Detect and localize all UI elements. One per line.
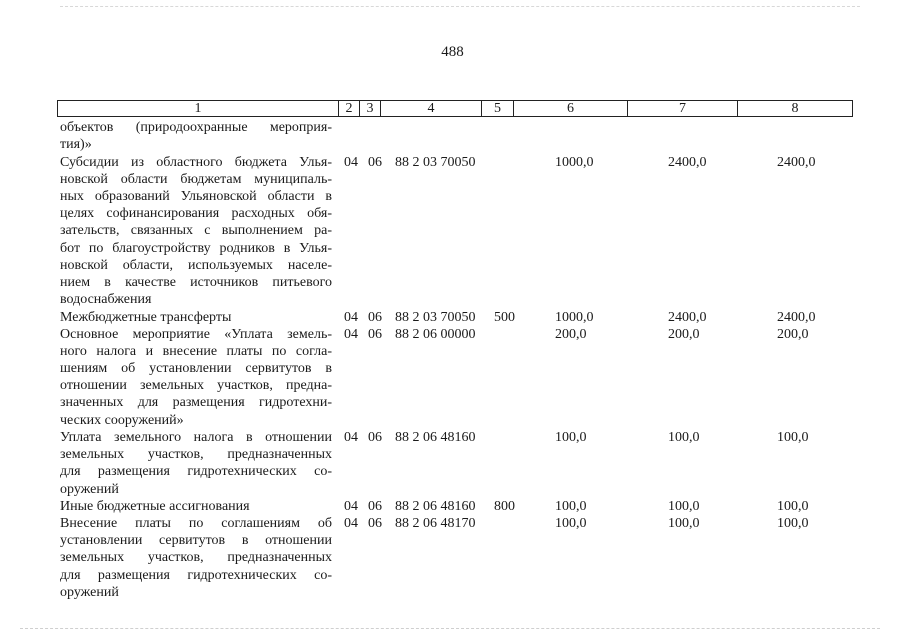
column-header-table bbox=[57, 100, 853, 117]
column-header-row bbox=[58, 101, 853, 117]
row-description bbox=[60, 119, 332, 153]
amount-col-6: 200,0 bbox=[555, 326, 587, 342]
target-article-code: 88 2 03 70050 bbox=[395, 154, 476, 170]
column-header-5: 5 bbox=[482, 101, 514, 117]
description-line: зательств, связанных с выполнением ра- bbox=[60, 223, 332, 239]
subsection-code: 06 bbox=[368, 499, 382, 514]
amount-col-6: 1000,0 bbox=[555, 154, 594, 170]
description-line: ческих сооружений» bbox=[60, 412, 184, 428]
description-line: установлении сервитутов в отношении bbox=[60, 533, 332, 549]
section-code: 04 bbox=[344, 154, 358, 170]
description-line: объектов (природоохранные мероприя- bbox=[60, 120, 332, 135]
description-line: новской области бюджетам муниципаль- bbox=[60, 171, 332, 187]
description-line: оружений bbox=[60, 584, 119, 600]
amount-col-8: 100,0 bbox=[777, 499, 809, 514]
amount-col-8: 2400,0 bbox=[777, 309, 816, 325]
column-header-7: 7 bbox=[628, 101, 738, 117]
section-code: 04 bbox=[344, 430, 358, 445]
description-line: водоснабжения bbox=[60, 292, 152, 308]
scan-edge-top bbox=[60, 6, 860, 8]
section-code: 04 bbox=[344, 499, 358, 514]
scan-edge-bottom bbox=[20, 628, 880, 630]
description-line: Уплата земельного налога в отношении bbox=[60, 430, 332, 445]
amount-col-7: 2400,0 bbox=[668, 154, 707, 170]
description-line: земельных участков, предназначенных bbox=[60, 447, 332, 463]
column-header-1: 1 bbox=[58, 101, 339, 117]
row-description bbox=[60, 498, 332, 515]
description-line: отношении земельных участков, предна- bbox=[60, 378, 332, 394]
description-line: ных образований Ульяновской области в bbox=[60, 188, 332, 204]
description-line: Межбюджетные трансферты bbox=[60, 309, 232, 325]
amount-col-7: 2400,0 bbox=[668, 309, 707, 325]
amount-col-7: 100,0 bbox=[668, 516, 700, 531]
subsection-code: 06 bbox=[368, 516, 382, 531]
description-line: Иные бюджетные ассигнования bbox=[60, 499, 250, 514]
description-line: целях софинансирования расходных обя- bbox=[60, 206, 332, 222]
description-line: значенных для размещения гидротехни- bbox=[60, 395, 332, 411]
amount-col-7: 200,0 bbox=[668, 326, 700, 342]
subsection-code: 06 bbox=[368, 154, 382, 170]
row-description bbox=[60, 154, 332, 309]
section-code: 04 bbox=[344, 326, 358, 342]
column-header-6: 6 bbox=[514, 101, 628, 117]
section-code: 04 bbox=[344, 516, 358, 531]
column-header-4: 4 bbox=[381, 101, 482, 117]
section-code: 04 bbox=[344, 309, 358, 325]
description-line: шениям об установлении сервитутов в bbox=[60, 360, 332, 376]
target-article-code: 88 2 06 48170 bbox=[395, 516, 476, 531]
row-description bbox=[60, 515, 332, 601]
description-line: ного налога и внесение платы по согла- bbox=[60, 343, 332, 359]
page-number: 488 bbox=[441, 44, 464, 60]
description-line: бот по благоустройству родников в Улья- bbox=[60, 240, 332, 256]
amount-col-7: 100,0 bbox=[668, 430, 700, 445]
description-line: для размещения гидротехнических со- bbox=[60, 567, 332, 583]
description-line: для размещения гидротехнических со- bbox=[60, 464, 332, 480]
description-line: нием в качестве источников питьевого bbox=[60, 274, 332, 290]
amount-col-8: 100,0 bbox=[777, 430, 809, 445]
amount-col-6: 1000,0 bbox=[555, 309, 594, 325]
target-article-code: 88 2 03 70050 bbox=[395, 309, 476, 325]
row-description bbox=[60, 429, 332, 498]
description-line: Внесение платы по соглашениям об bbox=[60, 516, 332, 531]
subsection-code: 06 bbox=[368, 430, 382, 445]
amount-col-8: 100,0 bbox=[777, 516, 809, 531]
description-line: Основное мероприятие «Уплата земель- bbox=[60, 326, 332, 342]
description-line: оружений bbox=[60, 481, 119, 497]
subsection-code: 06 bbox=[368, 309, 382, 325]
amount-col-6: 100,0 bbox=[555, 430, 587, 445]
column-header-3: 3 bbox=[360, 101, 381, 117]
description-line: Субсидии из областного бюджета Улья- bbox=[60, 154, 332, 170]
column-header-8: 8 bbox=[738, 101, 853, 117]
target-article-code: 88 2 06 48160 bbox=[395, 430, 476, 445]
row-description bbox=[60, 326, 332, 429]
amount-col-6: 100,0 bbox=[555, 516, 587, 531]
amount-col-8: 2400,0 bbox=[777, 154, 816, 170]
description-line: земельных участков, предназначенных bbox=[60, 550, 332, 566]
amount-col-6: 100,0 bbox=[555, 499, 587, 514]
column-header-2: 2 bbox=[339, 101, 360, 117]
expense-type-code: 500 bbox=[494, 309, 515, 325]
description-line: новской области, используемых населе- bbox=[60, 257, 332, 273]
expense-type-code: 800 bbox=[494, 499, 515, 514]
amount-col-7: 100,0 bbox=[668, 499, 700, 514]
target-article-code: 88 2 06 48160 bbox=[395, 499, 476, 514]
target-article-code: 88 2 06 00000 bbox=[395, 326, 476, 342]
amount-col-8: 200,0 bbox=[777, 326, 809, 342]
row-description bbox=[60, 309, 332, 326]
subsection-code: 06 bbox=[368, 326, 382, 342]
description-line: тия)» bbox=[60, 137, 92, 153]
